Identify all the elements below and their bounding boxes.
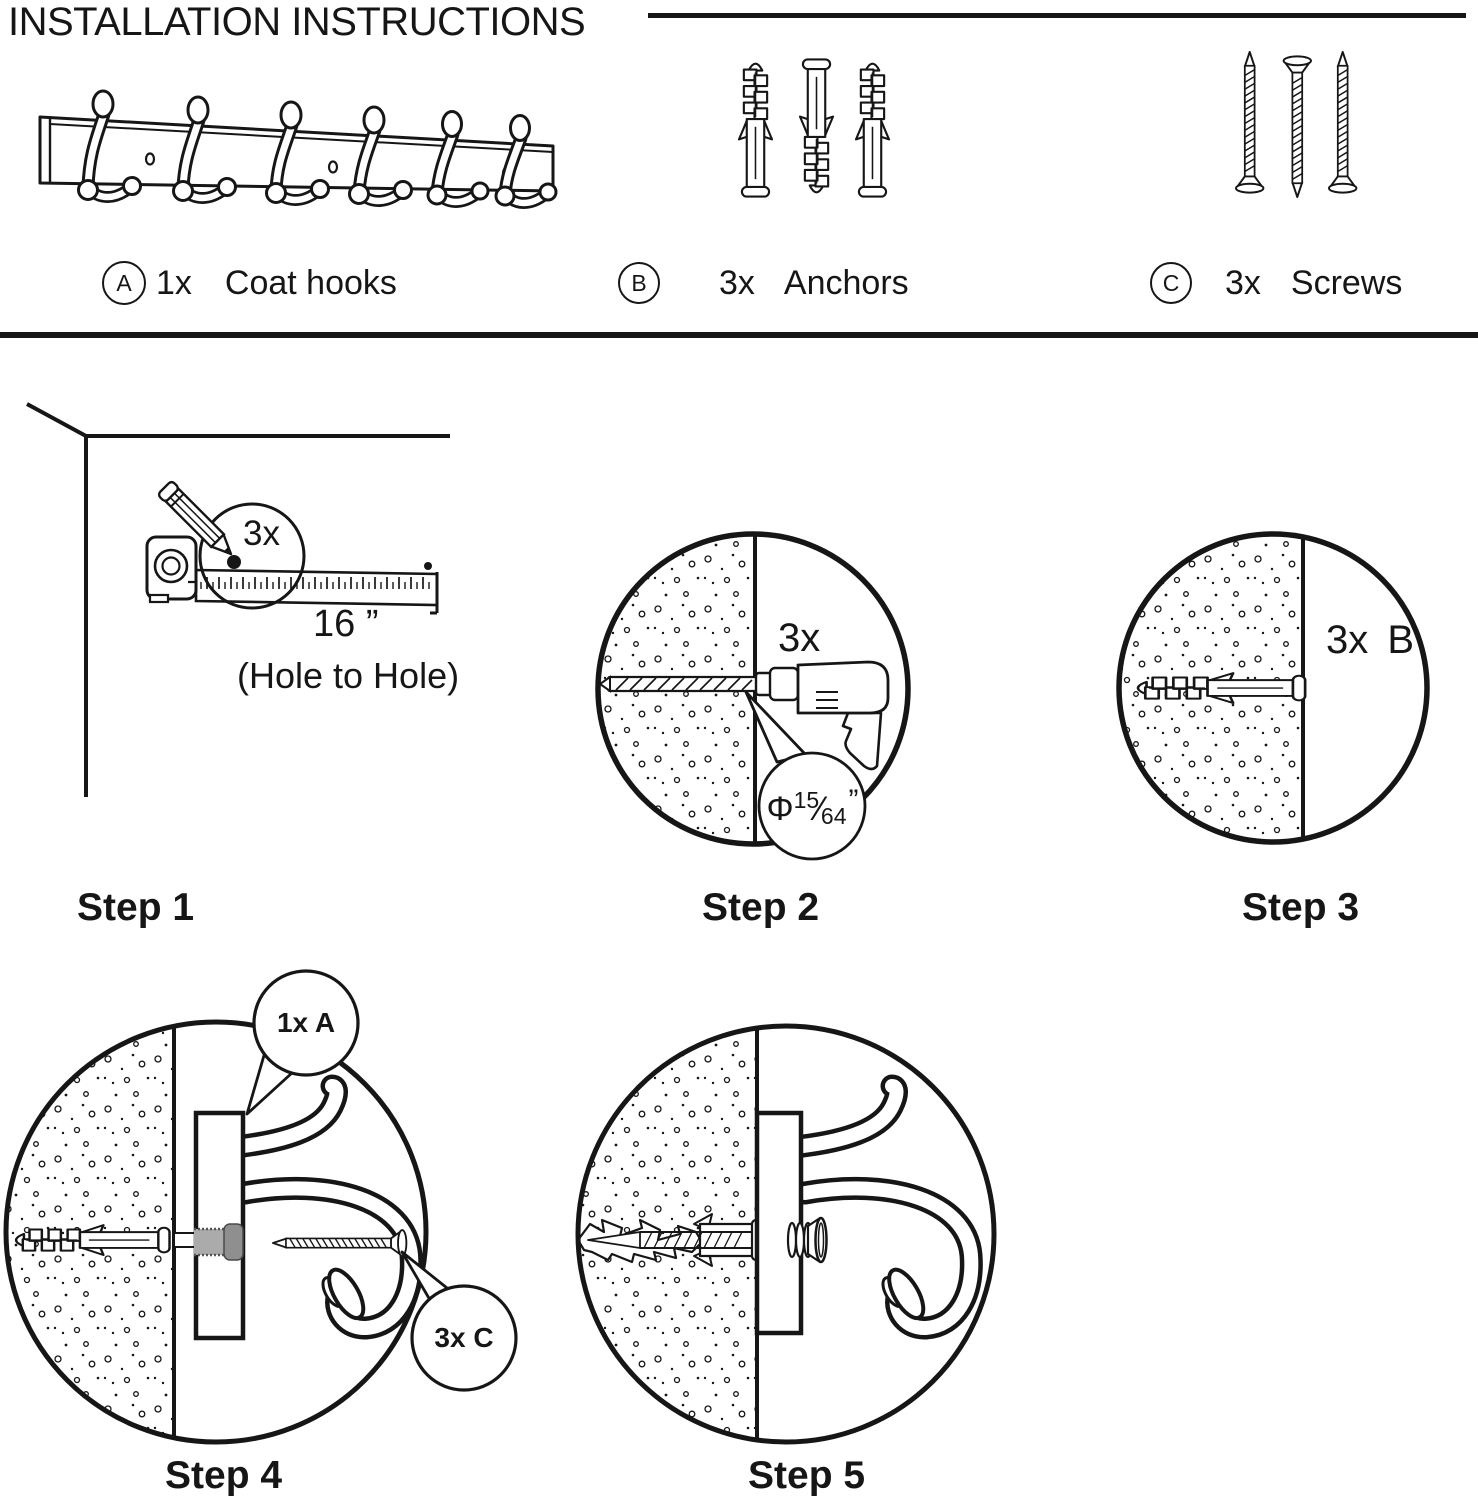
- step3-diagram: [1108, 522, 1444, 858]
- end-mark-dot: [424, 562, 432, 570]
- step5-diagram: [563, 1013, 1003, 1453]
- step5-caption: Step 5: [748, 1454, 866, 1497]
- threaded-hole: [194, 1224, 243, 1260]
- drill-handle: [843, 713, 881, 769]
- title-rule: [648, 13, 1466, 18]
- screws-drawing: [1220, 45, 1380, 210]
- step1-distance-note: (Hole to Hole): [237, 655, 460, 696]
- screw-head-drawing: [788, 1218, 827, 1262]
- anchors-drawing: [725, 45, 905, 215]
- part-label-anchors: [618, 262, 909, 304]
- tape-measure-drawing: [147, 537, 437, 613]
- pencil-mark-dot: [227, 555, 241, 569]
- part-name-b: Anchors: [783, 263, 909, 302]
- coat-hooks-rail-drawing: [30, 85, 570, 215]
- section-divider: [0, 332, 1478, 338]
- part-name-a: Coat hooks: [224, 263, 397, 302]
- rack-board: [757, 1113, 801, 1333]
- step1-caption: Step 1: [77, 886, 195, 929]
- step2-caption: Step 2: [702, 886, 820, 929]
- step4-screw-callout-label: 3x C: [434, 1322, 494, 1353]
- step2-count-label: 3x: [778, 616, 821, 660]
- part-name-c: Screws: [1290, 263, 1403, 302]
- step1-distance-label: 16 ”: [313, 603, 379, 645]
- part-qty-b: 3x: [719, 263, 755, 302]
- step4-caption: Step 4: [165, 1454, 283, 1497]
- part-qty-c: 3x: [1225, 263, 1261, 302]
- step3-caption: Step 3: [1242, 886, 1360, 929]
- drill-bit: [600, 677, 758, 691]
- drill-diameter-label: $\Phi^{15}⁄_{64}$”: [766, 784, 859, 829]
- coat-hook: [243, 1086, 411, 1328]
- step3-count-label: 3x B: [1326, 618, 1415, 662]
- mounting-screw: [273, 1230, 406, 1256]
- part-label-coat-hooks: [102, 261, 397, 305]
- page-title: INSTALLATION INSTRUCTIONS: [8, 0, 586, 44]
- step4-rack-callout-label: 1x A: [276, 1007, 336, 1038]
- part-letter-a: A: [102, 261, 146, 305]
- drill-body: [798, 662, 888, 713]
- screw-callout-bubble: [402, 1252, 516, 1390]
- part-letter-c: C: [1150, 262, 1192, 304]
- coat-hook: [803, 1086, 971, 1328]
- part-label-screws: [1150, 262, 1402, 304]
- step1-count-label: 3x: [243, 514, 280, 553]
- step1-diagram: [15, 395, 475, 805]
- part-letter-b: B: [618, 262, 660, 304]
- part-qty-a: 1x: [156, 263, 192, 302]
